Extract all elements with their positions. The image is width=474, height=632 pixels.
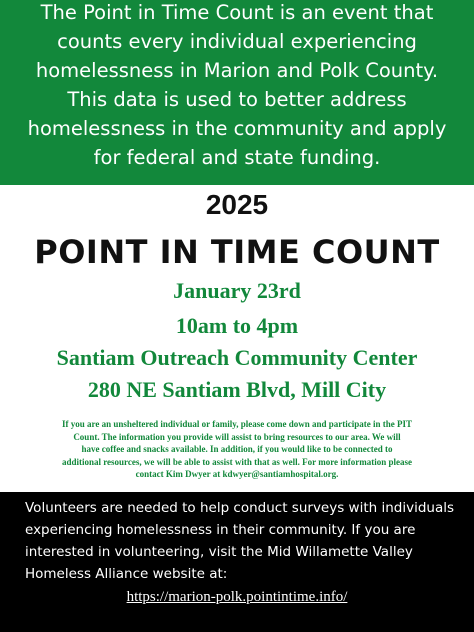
- volunteer-line: interested in volunteering, visit the Mid Willamette Valley: [25, 544, 413, 560]
- note-line: Count. The information you provide will assist to bring resources to our area. We will: [73, 431, 401, 442]
- intro-line: homelessness in Marion and Polk County.: [35, 59, 439, 82]
- event-address: 280 NE Santiam Blvd, Mill City: [87, 377, 387, 402]
- note-line: contact Kim Dwyer at kdwyer@santiamhospital.org.: [135, 469, 339, 479]
- note-line: have coffee and snacks available. In addition, if you would like to be connected to: [81, 444, 393, 454]
- intro-line: The Point in Time Count is an event that: [40, 1, 434, 24]
- intro-line: counts every individual experiencing: [57, 30, 417, 53]
- note-line: If you are an unsheltered individual or family, please come down and participate in the PIT: [61, 419, 413, 429]
- volunteer-line: Volunteers are needed to help conduct surveys with individuals: [25, 500, 455, 516]
- event-year: 2025: [205, 189, 269, 220]
- intro-line: homelessness in the community and apply: [27, 117, 447, 140]
- volunteer-banner: [0, 492, 474, 632]
- volunteer-line: Homeless Alliance website at:: [25, 566, 228, 582]
- intro-line: for federal and state funding.: [93, 146, 381, 169]
- intro-banner: [0, 0, 474, 185]
- note-line: additional resources, we will be able to assist with that as well. For more information please: [61, 456, 413, 467]
- event-date: January 23rd: [173, 278, 301, 303]
- event-title: POINT IN TIME COUNT: [34, 233, 440, 271]
- intro-line: This data is used to better address: [67, 88, 407, 111]
- participation-note: [30, 418, 444, 481]
- volunteer-website-link[interactable]: https://marion-polk.pointintime.info/: [126, 589, 348, 605]
- event-venue: Santiam Outreach Community Center: [56, 345, 418, 370]
- event-time: 10am to 4pm: [175, 313, 299, 338]
- volunteer-line: experiencing homelessness in their community. If you are: [25, 522, 416, 538]
